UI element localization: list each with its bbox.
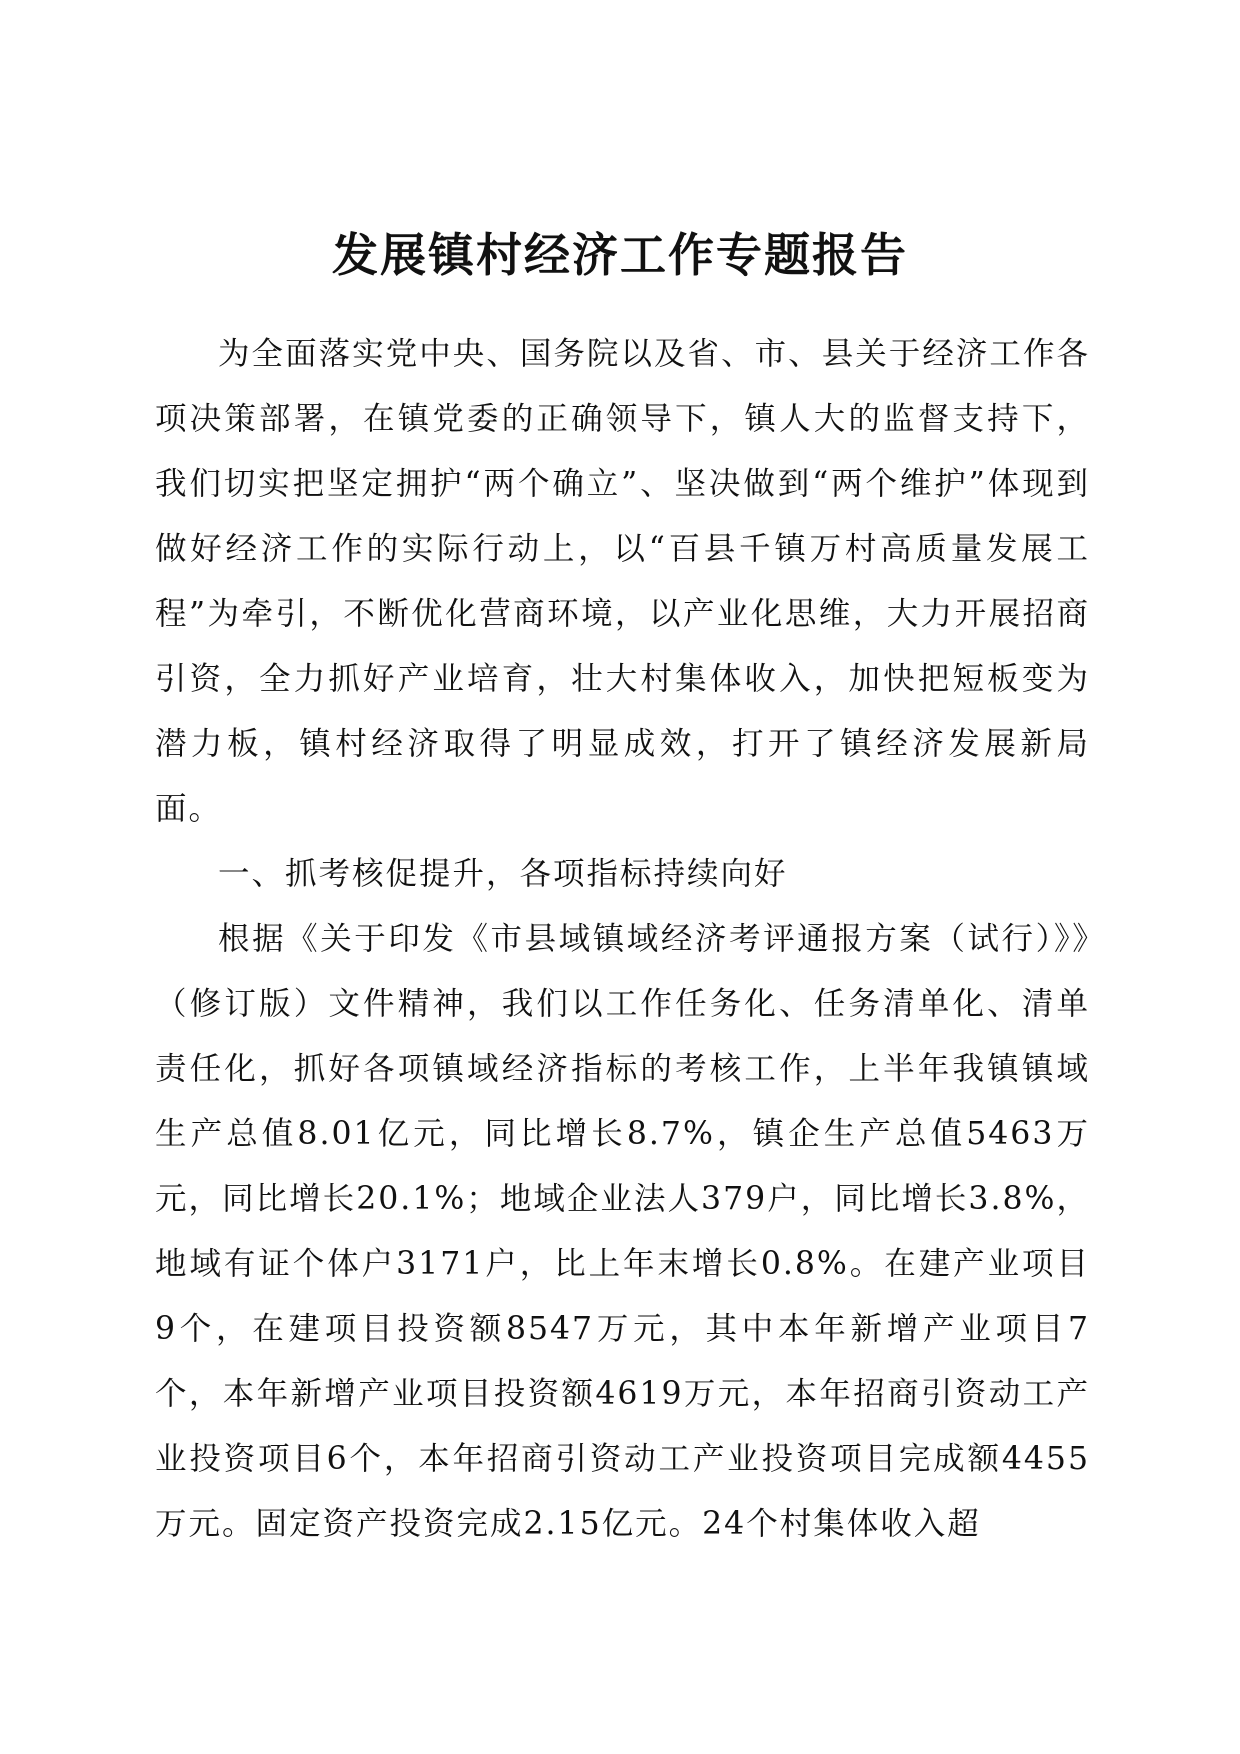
document-title: 发展镇村经济工作专题报告	[332, 228, 908, 282]
document-body	[155, 322, 1090, 1557]
section-heading: 一、抓考核促提升，各项指标持续向好	[218, 856, 788, 892]
section-paragraph: 根据《关于印发《市县域镇域经济考评通报方案（试行）》》（修订版）文件精神，我们以工作任务化、任务清单化、清单责任化，抓好各项镇域经济指标的考核工作，上半年我镇镇域生产总值8.01亿元，同比增长8.7%，镇企生产总值5463万元，同比增长20.1%；地域企业法人379户，同比增长3.8%，地域有证个体户3171户，比上年末增长0.8%。在建产业项目9个，在建项目投资额8547万元，其中本年新增产业项目7个，本年新增产业项目投资额4619万元，本年招商引资动工产业投资项目6个，本年招商引资动工产业投资项目完成额4455万元。固定资产投资完成2.15亿元。24个村集体收入超	[155, 921, 1090, 1542]
intro-paragraph: 为全面落实党中央、国务院以及省、市、县关于经济工作各项决策部署，在镇党委的正确领导下，镇人大的监督支持下，我们切实把坚定拥护“两个确立”、坚决做到“两个维护”体现到做好经济工作的实际行动上，以“百县千镇万村高质量发展工程”为牵引，不断优化营商环境，以产业化思维，大力开展招商引资，全力抓好产业培育，壮大村集体收入，加快把短板变为潜力板，镇村经济取得了明显成效，打开了镇经济发展新局面。	[155, 336, 1090, 827]
